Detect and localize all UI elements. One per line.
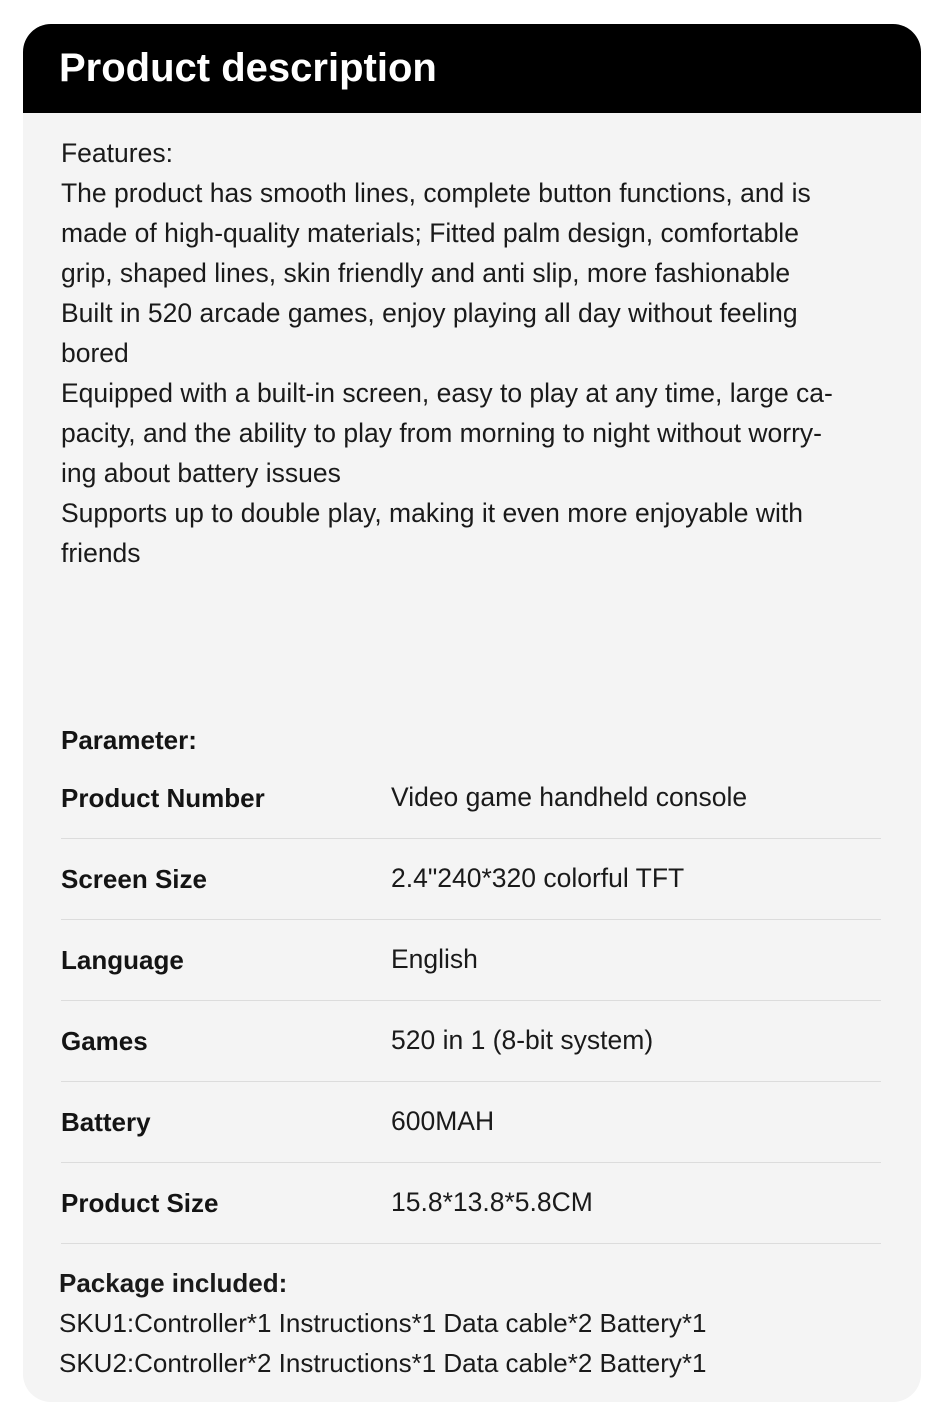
package-heading: Package included: <box>59 1268 288 1298</box>
features-line: Equipped with a built-in screen, easy to play at any time, large ca- <box>61 378 833 408</box>
parameter-name: Language <box>61 945 184 975</box>
parameter-name: Product Number <box>61 783 265 813</box>
features-line: ing about battery issues <box>61 458 341 488</box>
parameter-table <box>61 758 881 1244</box>
parameter-value: English <box>391 944 478 974</box>
parameter-value: 15.8*13.8*5.8CM <box>391 1187 593 1217</box>
parameter-row <box>61 920 881 1001</box>
parameter-row <box>61 839 881 920</box>
parameter-name: Product Size <box>61 1188 219 1218</box>
features-line: pacity, and the ability to play from morning to night without worry- <box>61 418 822 448</box>
parameter-value: Video game handheld console <box>391 782 748 812</box>
parameter-value: 520 in 1 (8-bit system) <box>391 1025 654 1055</box>
package-sku1: SKU1:Controller*1 Instructions*1 Data cable*2 Battery*1 <box>59 1308 707 1338</box>
page-title: Product description <box>59 46 437 90</box>
features-line: Built in 520 arcade games, enjoy playing all day without feeling <box>61 298 798 328</box>
features-heading: Features: <box>61 138 173 168</box>
parameter-name: Battery <box>61 1107 151 1137</box>
parameter-value: 2.4"240*320 colorful TFT <box>391 863 685 893</box>
parameter-row <box>61 1001 881 1082</box>
package-section <box>59 1263 706 1383</box>
features-section <box>61 133 891 573</box>
features-line: Supports up to double play, making it even more enjoyable with <box>61 498 803 528</box>
parameter-name: Games <box>61 1026 148 1056</box>
parameter-row <box>61 1163 881 1244</box>
features-line: made of high-quality materials; Fitted palm design, comfortable <box>61 218 799 248</box>
parameter-row <box>61 758 881 839</box>
features-line: The product has smooth lines, complete button functions, and is <box>61 178 811 208</box>
parameter-heading: Parameter: <box>61 725 197 755</box>
card-header <box>23 24 921 113</box>
product-description-card <box>23 24 921 1402</box>
features-line: bored <box>61 338 129 368</box>
parameter-name: Screen Size <box>61 864 207 894</box>
features-line: grip, shaped lines, skin friendly and anti slip, more fashionable <box>61 258 791 288</box>
parameter-value: 600MAH <box>391 1106 495 1136</box>
features-line: friends <box>61 538 141 568</box>
package-sku2: SKU2:Controller*2 Instructions*1 Data cable*2 Battery*1 <box>59 1348 707 1378</box>
parameter-row <box>61 1082 881 1163</box>
